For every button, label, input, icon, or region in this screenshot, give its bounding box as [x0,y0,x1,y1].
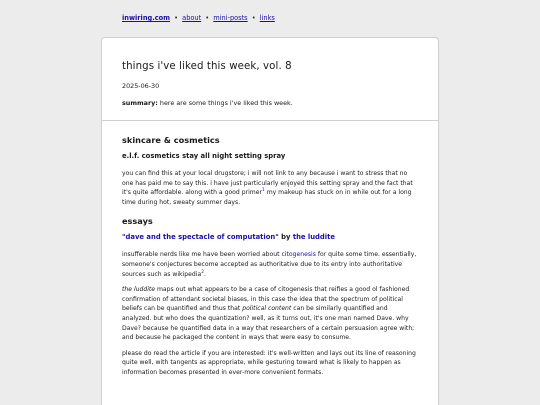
footnote-link-1[interactable]: 1 [261,188,265,194]
section-heading-essays: essays [122,216,153,227]
post-card [101,37,439,405]
citogenesis-link[interactable]: citogenesis [281,251,316,259]
paragraph-text: . [204,270,206,278]
by-text: by [278,233,293,242]
paragraph-text: you can find this at your local drugstore; i will not link to any because i want to stress that no one has paid me to say this. i have just particularly enjoyed this setting spray and the fact that it's quite affordable. along with a good primer [122,170,413,197]
emphasis-text: the luddite [122,286,156,294]
paragraph-text: my makeup has stuck on in while out for a long time during hot, sweaty summer days. [122,189,412,206]
post-title: things i've liked this week, vol. 8 [122,61,292,72]
paragraph-text: for quite some time. essentially, someone's conjectures become accepted as authoritative due to its entry into authoritative sources such as wikipedia [122,251,417,278]
nav-separator: • [205,14,210,22]
paragraph: please do read the article if you are interested: it's well-written and lays out its line of reasoning quite well, with tangents as appropriate, while gesturing toward what is likely to happen as information becomes presented in ever-more convenient formats. [122,349,416,376]
paragraph-text: can be similarly quantified and analyzed. but who does the quantization? well, as it turns out, it's one man named Dave. why Dave? because he quantified data in a way that researchers of a certain persuasion agree with; and because he packaged the content in ways that were easy to consume. [122,305,415,342]
nav-separator: • [174,14,179,22]
section-heading-skincare: skincare & cosmetics [122,135,220,145]
nav-separator: • [251,14,256,22]
paragraph [122,285,418,343]
nav-mini-posts-link[interactable]: mini-posts [213,14,248,22]
summary-text: here are some things i've liked this week. [159,99,293,107]
post-body [102,121,438,378]
paragraph-text: maps out what appears to be a case of citogenesis that reifies a good ol fashioned confirmation of attendant societal biases, in this case the idea that the spectrum of political beliefs can be quantified and thus that [122,286,410,313]
nav-links-link[interactable]: links [259,14,275,22]
nav-about-link[interactable]: about [182,14,202,22]
paragraph-text: insufferable nerds like me have been worried about [122,251,282,259]
paragraph [122,169,418,207]
top-nav [122,14,275,23]
post-header [102,38,438,121]
essay-link[interactable]: "dave and the spectacle of computation" [122,233,279,242]
nav-site-link[interactable]: inwiring.com [122,14,171,22]
post-summary [122,99,418,107]
post-date: 2025-06-30 [122,82,160,90]
item-title-essay [122,233,418,242]
item-title-setting-spray: e.l.f. cosmetics stay all night setting spray [122,152,286,160]
author-link[interactable]: the luddite [292,233,335,242]
footnote-link-2[interactable]: 2 [201,269,204,275]
summary-label: summary: [122,99,158,107]
emphasis-text: political content [242,305,292,313]
paragraph [122,250,418,279]
